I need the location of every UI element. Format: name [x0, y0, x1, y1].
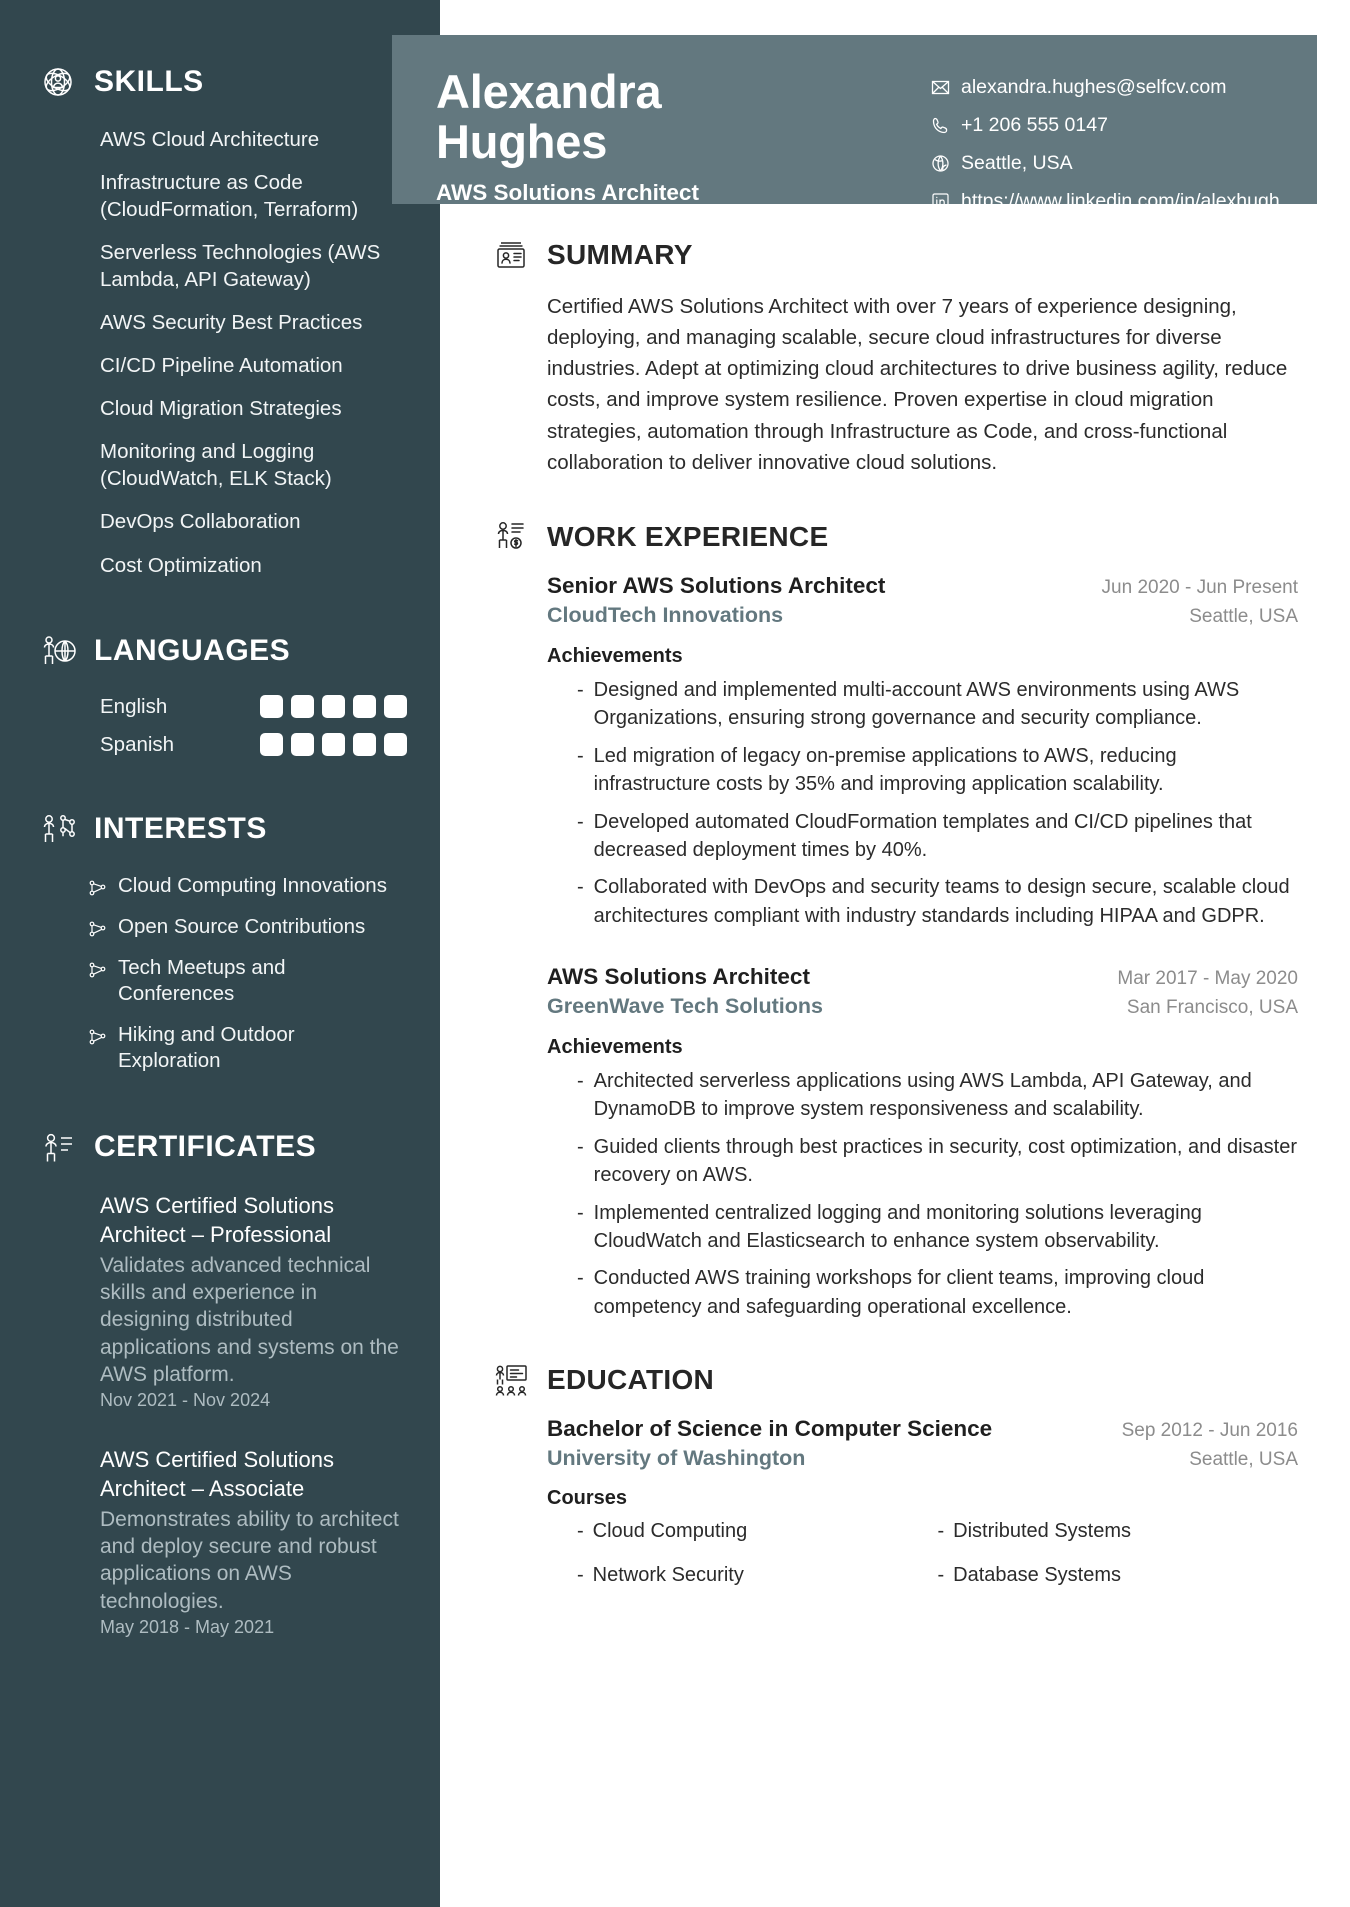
- interests-title: INTERESTS: [94, 811, 267, 845]
- achievement-item: [577, 1264, 1298, 1321]
- education-title: EDUCATION: [547, 1364, 715, 1396]
- interest-label: Cloud Computing Innovations: [118, 873, 387, 897]
- contact-list: [931, 61, 1281, 237]
- id-card-icon: [492, 236, 530, 274]
- work-entry-sub: [547, 994, 1298, 1019]
- dash-bullet: -: [937, 1520, 945, 1543]
- skill-item: Cost Optimization: [100, 553, 262, 577]
- sidebar: [0, 0, 440, 1907]
- work-location: Seattle, USA: [1189, 605, 1298, 627]
- sidebar-section-languages: [38, 631, 402, 757]
- achievement-text: Architected serverless applications using AWS Lambda, API Gateway, and DynamoDB to improve system responsiveness and scalability.: [593, 1070, 1252, 1121]
- achievement-item: [577, 1067, 1298, 1124]
- dash-bullet: -: [577, 1564, 584, 1587]
- certificate-date: May 2018 - May 2021: [100, 1616, 275, 1637]
- school-name: University of Washington: [547, 1446, 806, 1471]
- course-text: Cloud Computing: [592, 1520, 748, 1543]
- level-dot: [260, 695, 283, 718]
- work-job-title: AWS Solutions Architect: [547, 964, 810, 990]
- skill-item: DevOps Collaboration: [100, 510, 301, 534]
- degree-title: Bachelor of Science in Computer Science: [547, 1416, 993, 1442]
- courses-label: Courses: [547, 1487, 628, 1510]
- achievements-list: [547, 676, 1298, 930]
- interest-item: [88, 873, 402, 900]
- work-job-title: Senior AWS Solutions Architect: [547, 572, 886, 598]
- course-text: Distributed Systems: [953, 1520, 1132, 1543]
- dash-bullet: -: [577, 678, 584, 701]
- dash-bullet: -: [577, 1070, 584, 1093]
- skill-item: AWS Cloud Architecture: [100, 128, 320, 151]
- certificates-list: [38, 1191, 402, 1638]
- skill-item: CI/CD Pipeline Automation: [100, 354, 343, 378]
- dash-bullet: -: [937, 1564, 945, 1587]
- work-entry-top: [547, 573, 1298, 599]
- skill-item: Cloud Migration Strategies: [100, 397, 342, 421]
- skill-item: Monitoring and Logging (CloudWatch, ELK Stack): [100, 440, 332, 491]
- languages-list: [38, 695, 402, 757]
- interest-item: [88, 914, 402, 941]
- education-entry: [492, 1416, 1298, 1587]
- level-dot: [353, 695, 376, 718]
- language-name: English: [100, 694, 168, 718]
- achievement-item: [577, 808, 1298, 865]
- person-globe-icon: [38, 631, 78, 671]
- interest-item: [88, 1022, 402, 1075]
- section-summary: [492, 236, 1298, 478]
- section-education: [492, 1361, 1298, 1587]
- languages-title: LANGUAGES: [94, 633, 291, 667]
- dash-bullet: -: [577, 744, 584, 767]
- language-row: [100, 695, 402, 719]
- skills-list: [38, 126, 402, 579]
- work-company: GreenWave Tech Solutions: [547, 994, 823, 1019]
- work-experience-title: WORK EXPERIENCE: [547, 520, 829, 552]
- network-node-icon: [88, 878, 108, 900]
- certificate-description: Demonstrates ability to architect and deploy secure and robust applications on AWS technologies.: [100, 1507, 399, 1613]
- achievement-text: Conducted AWS training workshops for client teams, improving cloud competency and safeguarding operational excellence.: [593, 1267, 1205, 1318]
- education-location: Seattle, USA: [1189, 1449, 1298, 1471]
- certificates-title: CERTIFICATES: [94, 1130, 317, 1164]
- certificate-date: Nov 2021 - Nov 2024: [100, 1390, 271, 1411]
- summary-title: SUMMARY: [547, 239, 693, 270]
- dash-bullet: -: [577, 1201, 584, 1224]
- level-dot: [322, 733, 345, 756]
- education-header: [492, 1361, 1298, 1399]
- globe-icon: [931, 154, 950, 173]
- course-text: Database Systems: [953, 1564, 1122, 1587]
- level-dot: [291, 733, 314, 756]
- dash-bullet: -: [577, 1267, 584, 1290]
- skill-item: AWS Security Best Practices: [100, 311, 363, 335]
- candidate-name-line1: Alexandra: [436, 65, 662, 118]
- summary-text: Certified AWS Solutions Architect with over 7 years of experience designing, deploying, and managing scalable, secure cloud infrastructures for diverse industries. Adept at optimizing cloud architectures to drive business agility, reduce costs, and improve system resilience. Proven expertise in cloud migration strategies, automation through Infrastructure as Code, and cross-functional collaboration to deliver innovative cloud solutions.: [547, 295, 1288, 474]
- work-entry: [492, 964, 1298, 1321]
- work-date-range: Jun 2020 - Jun Present: [1101, 576, 1298, 598]
- language-name: Spanish: [100, 732, 175, 756]
- atom-person-icon: [38, 62, 78, 102]
- contact-location: [931, 151, 1281, 176]
- skills-header: [38, 62, 402, 102]
- classroom-icon: [492, 1361, 530, 1399]
- achievement-item: [577, 1199, 1298, 1256]
- achievements-list: [547, 1067, 1298, 1321]
- certificate-item: [100, 1445, 402, 1638]
- work-entry-top: [547, 964, 1298, 990]
- course-item: [938, 1564, 1299, 1587]
- level-dot: [260, 733, 283, 756]
- network-node-icon: [88, 1027, 108, 1049]
- skill-item: Serverless Technologies (AWS Lambda, API Gateway): [100, 241, 381, 292]
- achievement-text: Guided clients through best practices in security, cost optimization, and disaster recovery on AWS.: [593, 1135, 1297, 1187]
- contact-linkedin-text[interactable]: https://www.linkedin.com/in/alexhughesaws: [961, 189, 1280, 237]
- level-dot: [291, 695, 314, 718]
- interests-header: [38, 809, 402, 849]
- header-banner: [392, 35, 1317, 237]
- dash-bullet: -: [577, 810, 584, 833]
- sidebar-section-certificates: [38, 1127, 402, 1638]
- level-dot: [384, 733, 407, 756]
- dash-bullet: -: [577, 1520, 584, 1543]
- sidebar-section-skills: [38, 62, 402, 579]
- contact-email: [931, 75, 1281, 100]
- education-date-range: Sep 2012 - Jun 2016: [1121, 1420, 1298, 1442]
- dash-bullet: -: [577, 1135, 584, 1158]
- person-network-icon: [38, 809, 78, 849]
- interest-label: Open Source Contributions: [118, 914, 366, 938]
- work-entry-sub: [547, 603, 1298, 628]
- level-dot: [384, 695, 407, 718]
- skill-item: Infrastructure as Code (CloudFormation, Terraform): [100, 171, 359, 222]
- candidate-name-line2: Hughes: [436, 115, 608, 169]
- contact-phone-text: +1 206 555 0147: [961, 113, 1108, 136]
- interest-label: Hiking and Outdoor Exploration: [118, 1022, 295, 1073]
- certificate-item: [100, 1191, 402, 1411]
- course-item: [938, 1520, 1299, 1543]
- certificate-title: AWS Certified Solutions Architect – Professional: [100, 1193, 334, 1248]
- work-entry: [492, 573, 1298, 930]
- certificate-description: Validates advanced technical skills and experience in designing distributed applications and systems on the AWS platform.: [100, 1253, 399, 1386]
- summary-header: [492, 236, 1298, 274]
- header-identity: [436, 61, 699, 204]
- achievements-label: Achievements: [547, 1036, 683, 1059]
- interest-label: Tech Meetups and Conferences: [118, 955, 286, 1006]
- main-content: [440, 204, 1350, 1627]
- language-level-meter: [260, 733, 407, 756]
- contact-location-text: Seattle, USA: [961, 151, 1073, 174]
- section-work-experience: [492, 518, 1298, 1321]
- person-badge-icon: [38, 1127, 78, 1167]
- interests-list: [38, 873, 402, 1076]
- achievement-item: [577, 742, 1298, 799]
- work-location: San Francisco, USA: [1126, 997, 1298, 1019]
- certificates-header: [38, 1127, 402, 1167]
- envelope-icon: [931, 78, 950, 97]
- achievement-text: Developed automated CloudFormation templates and CI/CD pipelines that decreased deployment times by 40%.: [593, 810, 1252, 861]
- phone-icon: [931, 116, 950, 135]
- achievement-item: [577, 676, 1298, 733]
- achievement-item: [577, 1133, 1298, 1190]
- languages-header: [38, 631, 402, 671]
- network-node-icon: [88, 960, 108, 982]
- language-row: [100, 733, 402, 757]
- certificate-title: AWS Certified Solutions Architect – Associate: [100, 1447, 334, 1502]
- achievement-text: Implemented centralized logging and monitoring solutions leveraging CloudWatch and Elasticsearch to enhance system observability.: [593, 1201, 1202, 1253]
- contact-phone: [931, 113, 1281, 138]
- achievements-label: Achievements: [547, 644, 683, 667]
- course-item: [577, 1520, 938, 1543]
- language-level-meter: [260, 695, 407, 718]
- level-dot: [322, 695, 345, 718]
- course-text: Network Security: [592, 1564, 744, 1587]
- course-item: [577, 1564, 938, 1587]
- work-experience-header: [492, 518, 1298, 556]
- achievement-text: Designed and implemented multi-account AWS environments using AWS Organizations, ensuring strong governance and security compliance.: [593, 678, 1240, 730]
- contact-email-text: alexandra.hughes@selfcv.com: [961, 76, 1227, 98]
- work-date-range: Mar 2017 - May 2020: [1117, 968, 1298, 990]
- courses-grid: [547, 1520, 1298, 1587]
- level-dot: [353, 733, 376, 756]
- person-money-icon: [492, 518, 530, 556]
- dash-bullet: -: [577, 876, 584, 899]
- achievement-text: Led migration of legacy on-premise applications to AWS, reducing infrastructure costs by 35% and improving application scalability.: [593, 744, 1177, 796]
- achievement-item: [577, 873, 1298, 930]
- skills-title: SKILLS: [94, 65, 204, 98]
- network-node-icon: [88, 919, 108, 941]
- interest-item: [88, 955, 402, 1008]
- sidebar-section-interests: [38, 809, 402, 1076]
- work-company: CloudTech Innovations: [547, 602, 784, 627]
- education-entry-sub: [547, 1446, 1298, 1471]
- achievement-text: Collaborated with DevOps and security teams to design secure, scalable cloud architectures compliant with industry standards including HIPAA and GDPR.: [593, 876, 1290, 927]
- education-entry-top: [547, 1416, 1298, 1442]
- candidate-role: AWS Solutions Architect: [436, 179, 699, 205]
